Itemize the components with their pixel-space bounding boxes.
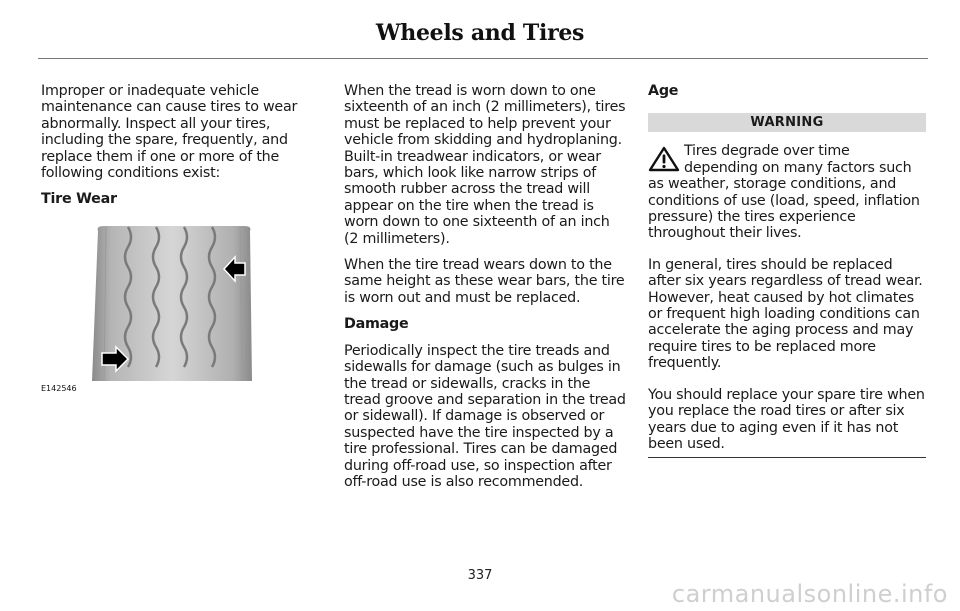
age-heading: Age bbox=[648, 83, 679, 99]
damage-heading: Damage bbox=[344, 316, 409, 333]
replace-age-paragraph: In general, tires should be replaced after six years regardless of tread wear. However, heat caused by hot climates or frequent high loading conditions can accelerate the aging process and may require tires to be replaced more frequently. bbox=[648, 256, 923, 372]
intro-paragraph: Improper or inadequate vehicle maintenance can cause tires to wear abnormally. Inspect all your tires, including the spare, frequently, and replace them if one or more of the following conditions exist: bbox=[41, 83, 298, 182]
damage-paragraph: Periodically inspect the tire treads and sidewalls for damage (such as bulges in the tread or sidewalls, cracks in the tread groove and separation in the tread or sidewall). If damage is observed or suspected have the tire inspected by a tire professional. Tires can be damaged during off-road use, so inspection after off-road use is also recommended. bbox=[344, 342, 626, 490]
page-number: 337 bbox=[467, 568, 493, 583]
warning-text: Tires degrade over time depending on many factors such as weather, storage conditions, and conditions of use (load, speed, inflation pressure) the tires experience throughout their lives. bbox=[648, 143, 920, 242]
page-title: Wheels and Tires bbox=[375, 20, 585, 46]
tire-wear-heading: Tire Wear bbox=[41, 191, 117, 208]
warning-block bbox=[648, 143, 926, 241]
figure-label: E142546 bbox=[41, 384, 77, 393]
header-divider bbox=[38, 58, 928, 59]
tire-tread-illustration bbox=[40, 225, 280, 385]
spare-tire-paragraph: You should replace your spare tire when you replace the road tires or after six years due to aging even if it has not been used. bbox=[648, 386, 925, 452]
tire-wear-figure bbox=[40, 225, 280, 395]
column-right bbox=[648, 83, 926, 458]
column-left bbox=[41, 83, 311, 218]
warning-end-divider bbox=[648, 457, 926, 458]
warning-triangle-icon bbox=[648, 146, 680, 172]
warning-banner: WARNING bbox=[648, 113, 926, 132]
wear-bars-paragraph: When the tire tread wears down to the same height as these wear bars, the tire is worn out and must be replaced. bbox=[344, 257, 625, 306]
watermark: carmanualsonline.info bbox=[671, 580, 948, 608]
column-middle bbox=[344, 83, 626, 500]
tread-worn-paragraph: When the tread is worn down to one sixteenth of an inch (2 millimeters), tires must be replaced to help prevent your vehicle from skidding and hydroplaning. Built-in treadwear indicators, or wear bars, which look like narrow strips of smooth rubber across the tread will appear on the tire when the tread is worn down to one sixteenth of an inch (2 millimeters). bbox=[344, 83, 626, 247]
